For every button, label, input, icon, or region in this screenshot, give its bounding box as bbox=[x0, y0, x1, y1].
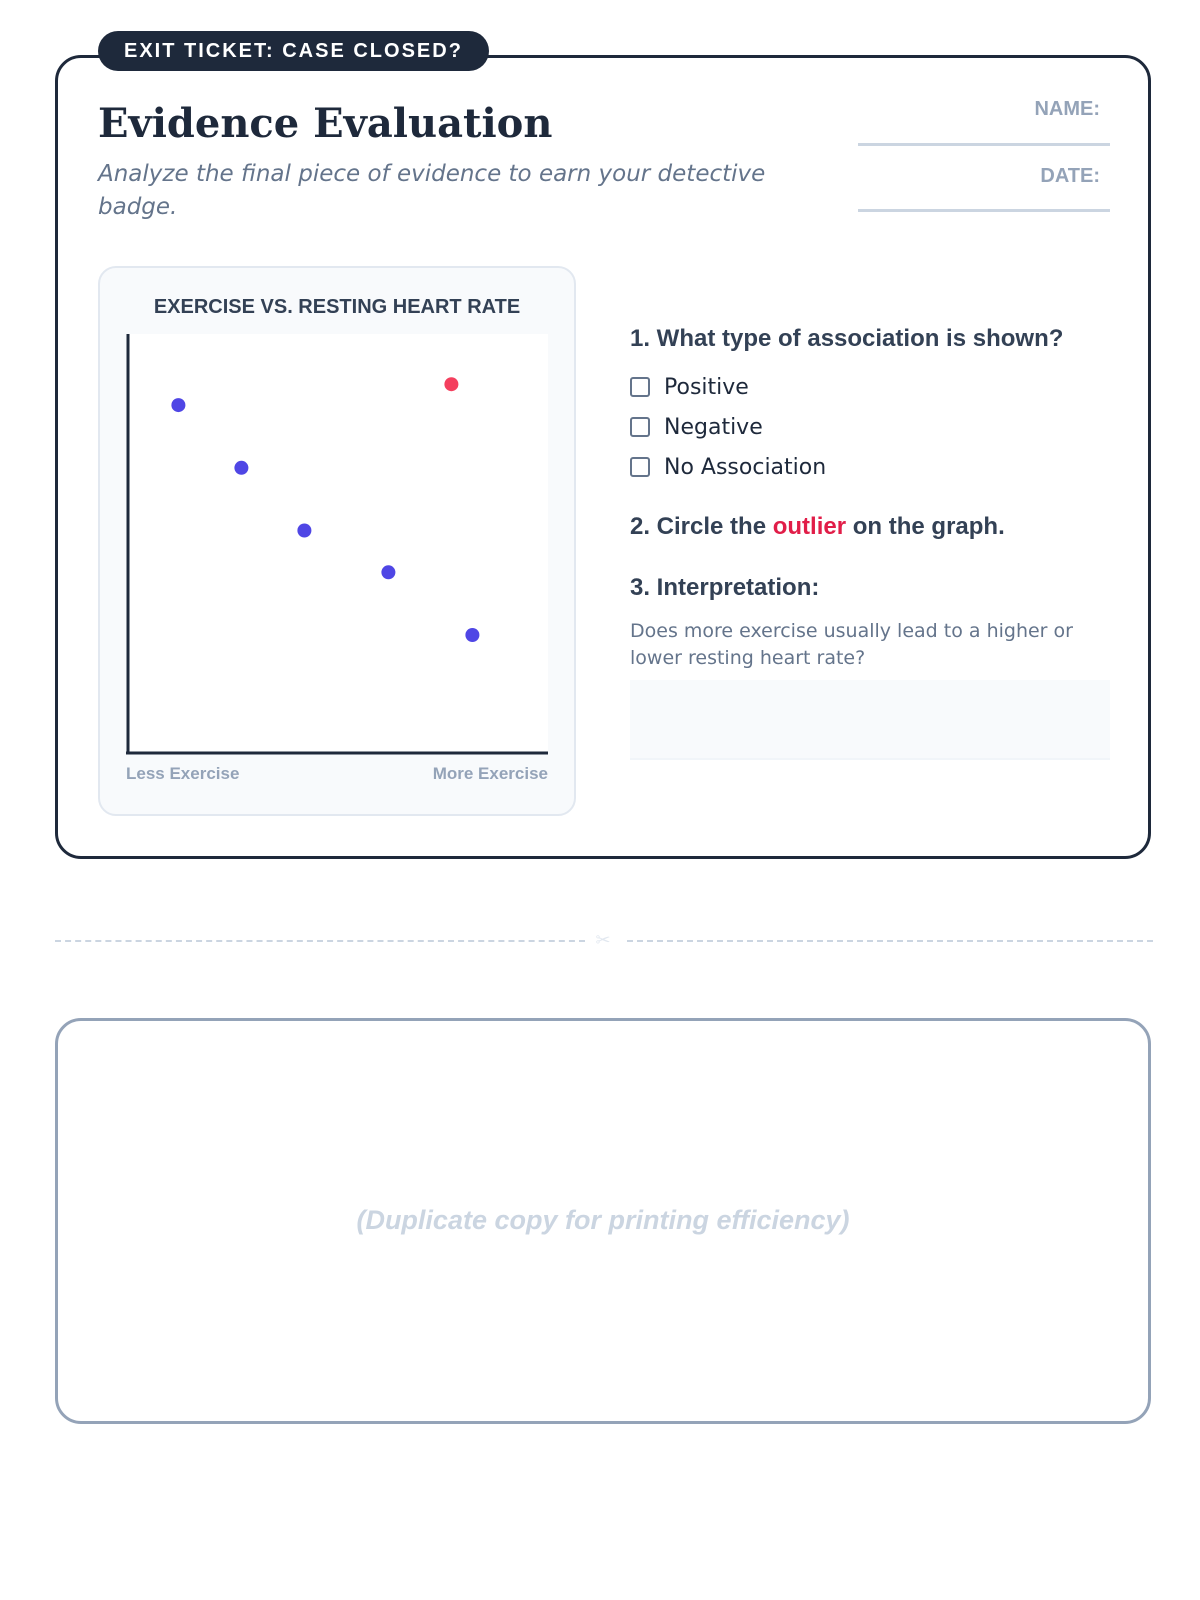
outlier-keyword: outlier bbox=[772, 513, 847, 540]
outlier-point[interactable] bbox=[444, 377, 458, 391]
exit-ticket-badge: EXIT TICKET: CASE CLOSED? bbox=[98, 31, 489, 71]
interpretation-answer-box[interactable] bbox=[630, 680, 1110, 760]
data-point bbox=[381, 565, 395, 579]
page-title: Evidence Evaluation bbox=[98, 100, 553, 147]
page-subtitle: Analyze the final piece of evidence to earn your detective badge. bbox=[98, 161, 766, 220]
scatter-plot[interactable] bbox=[126, 334, 548, 756]
date-line[interactable] bbox=[858, 209, 1110, 212]
plot-area bbox=[128, 334, 548, 752]
date-label: DATE: bbox=[1040, 165, 1100, 187]
checkbox[interactable] bbox=[630, 457, 650, 477]
question-3: 3. Interpretation: bbox=[630, 574, 820, 601]
checkbox[interactable] bbox=[630, 417, 650, 437]
question-2-suffix: on the graph. bbox=[846, 513, 1005, 540]
name-label: NAME: bbox=[1034, 98, 1100, 120]
x-caption-right: More Exercise bbox=[432, 764, 548, 783]
question-1: 1. What type of association is shown? bbox=[630, 325, 1064, 352]
name-line[interactable] bbox=[858, 143, 1110, 146]
data-point bbox=[297, 524, 311, 538]
data-point bbox=[171, 398, 185, 412]
question-2 bbox=[630, 513, 1005, 541]
option-negative[interactable] bbox=[630, 412, 763, 442]
scissors-icon: ✂ bbox=[595, 930, 611, 951]
data-point bbox=[465, 628, 479, 642]
cut-line-right bbox=[627, 940, 1153, 942]
checkbox[interactable] bbox=[630, 377, 650, 397]
option-label: Positive bbox=[664, 374, 749, 400]
interpretation-prompt: Does more exercise usually lead to a higher or lower resting heart rate? bbox=[630, 620, 1073, 669]
option-no-association[interactable] bbox=[630, 452, 826, 482]
option-label: Negative bbox=[664, 414, 763, 440]
chart-title: EXERCISE VS. RESTING HEART RATE bbox=[153, 296, 521, 318]
option-label: No Association bbox=[664, 454, 827, 480]
duplicate-note: (Duplicate copy for printing efficiency) bbox=[356, 1205, 850, 1235]
x-caption-left: Less Exercise bbox=[126, 764, 240, 783]
data-point bbox=[234, 461, 248, 475]
option-positive[interactable] bbox=[630, 372, 749, 402]
duplicate-copy-card bbox=[55, 1018, 1151, 1424]
question-2-prefix: 2. Circle the bbox=[630, 513, 773, 540]
cut-line-left bbox=[55, 940, 585, 942]
chart-card bbox=[98, 266, 576, 816]
